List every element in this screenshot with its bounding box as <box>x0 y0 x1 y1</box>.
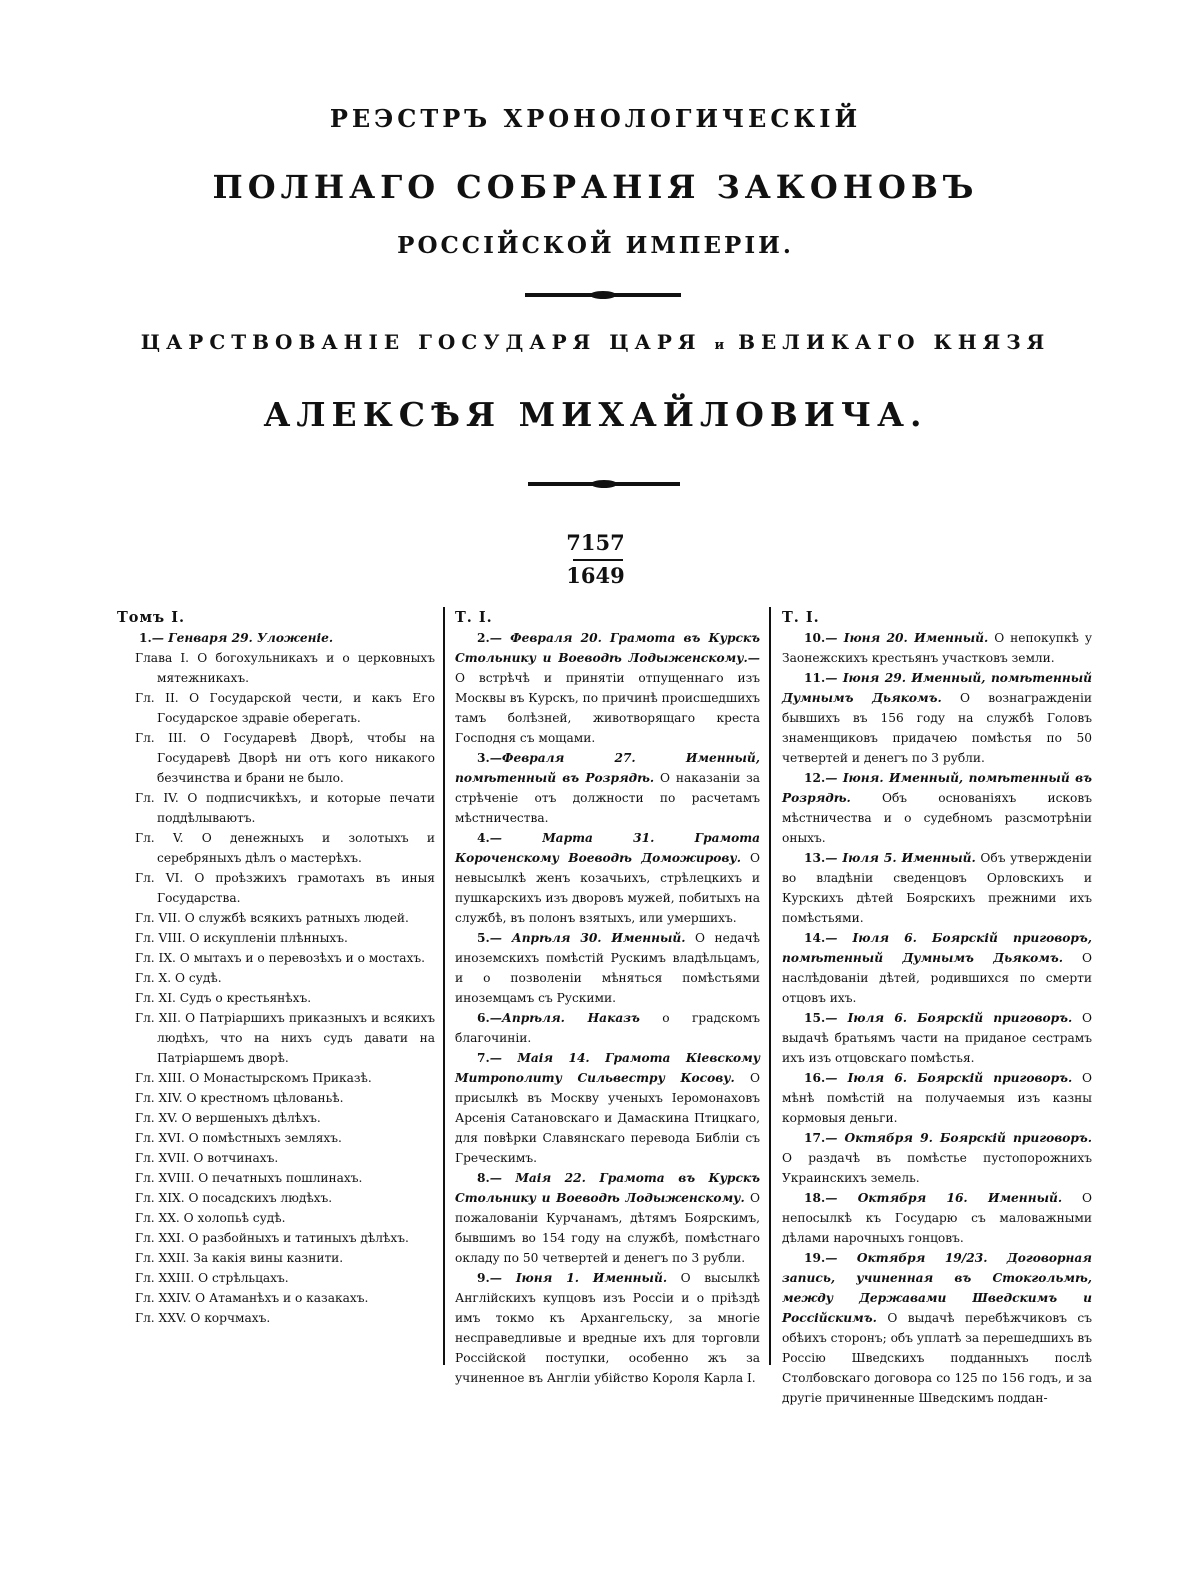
entry-title: — Октября 19/23. Договорная запись, учиненная въ Стокгольмѣ, между Державами Шведскимъ и Россійскимъ. <box>782 1251 1092 1325</box>
column-divider-2 <box>769 607 771 1365</box>
entry-title: — Марта 31. Грамота Короченскому Воеводѣ Доможирову. <box>455 831 760 865</box>
entry-19 <box>782 1248 1092 1408</box>
ornament-rule-2 <box>528 482 680 486</box>
entry-text: О недачѣ иноземскихъ помѣстій Рускимъ владѣльцамъ, и о позволеніи мѣняться помѣстьями иноземцамъ съ Рускими. <box>455 931 760 1005</box>
volume-heading-1: Томъ I. <box>117 609 186 626</box>
entry-number: 12. <box>804 771 826 785</box>
entry-number: 6. <box>477 1011 490 1025</box>
entry-title: — Іюля 6. Боярскій приговоръ. <box>825 1011 1073 1025</box>
chapter-item: Гл. X. О судѣ. <box>135 971 222 985</box>
entry-title: — Октября 16. Именный. <box>825 1191 1063 1205</box>
reign-heading-part1: ЦАРСТВОВАНІЕ ГОСУДАРЯ ЦАРЯ <box>140 330 702 354</box>
entry-text: О наслѣдованіи дѣтей, родившихся по смерти отцовъ ихъ. <box>782 951 1092 1005</box>
chapter-item: Гл. XIV. О крестномъ цѣлованьѣ. <box>135 1091 344 1105</box>
entry-text: О мѣнѣ помѣстій на получаемыя изъ казны кормовыя деньги. <box>782 1071 1092 1125</box>
entry-2 <box>455 628 760 748</box>
entry-text: О высылкѣ Англійскихъ купцовъ изъ Россіи и о пріѣздѣ имъ токмо къ Архангельску, за многіе несправедливые и вредные ихъ для торговли Россійской поступки, особенно жъ за учиненное въ Англіи убійство Короля Карла I. <box>455 1271 760 1385</box>
entry-number: 16. <box>804 1071 826 1085</box>
entry-15 <box>782 1008 1092 1068</box>
chapter-item: Гл. XV. О вершеныхъ дѣлѣхъ. <box>135 1111 321 1125</box>
reign-heading-and: и <box>714 338 726 353</box>
entry-title: — Маія 14. Грамота Кіевскому Митрополиту Сильвестру Косову. <box>455 1051 760 1085</box>
entry-8 <box>455 1168 760 1268</box>
entry-4 <box>455 828 760 928</box>
entry-number: 15. <box>804 1011 826 1025</box>
chapter-item: Гл. XIX. О посадскихъ людѣхъ. <box>135 1191 333 1205</box>
entry-5 <box>455 928 760 1008</box>
chapter-item: Гл. III. О Государевѣ Дворѣ, чтобы на Государевѣ Дворѣ ни отъ кого никакого безчинства и брани не было. <box>135 731 435 785</box>
entry-title: — Іюля 5. Именный. <box>825 851 976 865</box>
entry-number: 9. <box>477 1271 490 1285</box>
tsar-name: АЛЕКСѢЯ МИХАЙЛОВИЧА. <box>263 395 928 434</box>
column-2 <box>455 608 760 1388</box>
entry-17 <box>782 1128 1092 1188</box>
chapter-item: Гл. II. О Государской чести, и какъ Его Государское здравіе оберегать. <box>135 691 435 725</box>
entry-text: О вознагражденіи бывшихъ въ 156 году на службѣ Головъ знаменщиковъ придачею помѣстья по 50 четвертей и денегъ по 3 рубли. <box>782 691 1092 765</box>
registry-title: РЕЭСТРЪ ХРОНОЛОГИЧЕСКІЙ <box>329 104 862 133</box>
entry-title: — Іюня. Именный, помѣтенный въ Розрядѣ. <box>782 771 1092 805</box>
entry-title: —Февраля 27. Именный, помѣтенный въ Розрядѣ. <box>455 751 760 785</box>
reign-heading <box>0 330 1191 354</box>
column-3 <box>782 608 1092 1408</box>
entry-13 <box>782 848 1092 928</box>
entry-11 <box>782 668 1092 768</box>
entry-text: Объ основаніяхъ исковъ мѣстничества и о судебномъ разсмотрѣніи оныхъ. <box>782 791 1092 845</box>
entry-number: 8. <box>477 1171 490 1185</box>
entry-text: Объ утвержденіи во владѣніи сведенцовъ Орловскихъ и Курскихъ дѣтей Боярскихъ прежними ихъ помѣстьями. <box>782 851 1092 925</box>
entry-title: — Іюля 6. Боярскій приговоръ. <box>825 1071 1073 1085</box>
year-old-style: 7157 <box>566 530 625 555</box>
year-divider <box>573 559 623 561</box>
year-new-style: 1649 <box>566 563 625 588</box>
entry-number: 17. <box>804 1131 826 1145</box>
entry-title: — Іюля 6. Боярскій приговоръ, помѣтенный Думнымъ Дьякомъ. <box>782 931 1092 965</box>
chapter-item: Гл. IX. О мытахъ и о перевозѣхъ и о мостахъ. <box>135 951 425 965</box>
entry-number: 11. <box>804 671 826 685</box>
reign-heading-part2: ВЕЛИКАГО КНЯЗЯ <box>738 330 1051 354</box>
entry-text: О выдачѣ перебѣжчиковъ съ обѣихъ сторонъ; объ уплатѣ за перешедшихъ въ Россію Шведскихъ подданныхъ послѣ Столбовскаго договора со 125 по 156 годъ, и за другіе причиненные Шведскимъ поддан- <box>782 1311 1092 1405</box>
chapter-item: Гл. XVII. О вотчинахъ. <box>135 1151 279 1165</box>
entry-7 <box>455 1048 760 1168</box>
chapter-item: Гл. V. О денежныхъ и золотыхъ и серебряныхъ дѣлъ о мастерѣхъ. <box>135 831 435 865</box>
chapter-item: Гл. XXII. За какія вины казнити. <box>135 1251 344 1265</box>
chapter-item: Глава I. О богохульникахъ и о церковныхъ мятежникахъ. <box>135 651 435 685</box>
entry-title: — Іюня 1. Именный. <box>489 1271 668 1285</box>
chapter-item: Гл. VI. О проѣзжихъ грамотахъ въ иныя Государства. <box>135 871 435 905</box>
entry-number: 2. <box>477 631 490 645</box>
volume-heading-2: Т. I. <box>455 609 493 626</box>
chapter-item: Гл. XII. О Патріаршихъ приказныхъ и всякихъ людѣхъ, что на нихъ судъ давати на Патріаршемъ дворѣ. <box>135 1011 435 1065</box>
entry-text: О непокупкѣ у Заонежскихъ крестьянъ участковъ земли. <box>782 631 1092 665</box>
chapter-item: Гл. XXIII. О стрѣльцахъ. <box>135 1271 289 1285</box>
entry-title: — Февраля 20. Грамота въ Курскъ Стольнику и Воеводѣ Лодыженскому.— <box>455 631 760 665</box>
entry-6 <box>455 1008 760 1048</box>
volume-heading-3: Т. I. <box>782 609 820 626</box>
entry-16 <box>782 1068 1092 1128</box>
chapter-item: Гл. VIII. О искупленіи плѣнныхъ. <box>135 931 348 945</box>
entry-text: О встрѣчѣ и принятіи отпущеннаго изъ Москвы въ Курскъ, по причинѣ происшедшихъ тамъ болѣзней, животворящаго креста Господня съ мощами. <box>455 671 760 745</box>
entry-text: О выдачѣ братьямъ части на приданое сестрамъ ихъ изъ отцовскаго помѣстья. <box>782 1011 1092 1065</box>
entry-title: — Октября 9. Боярскій приговоръ. <box>825 1131 1092 1145</box>
entry-18 <box>782 1188 1092 1248</box>
entry-text: О наказаніи за стрѣченіе отъ должности по расчетамъ мѣстничества. <box>455 771 760 825</box>
entry-10 <box>782 628 1092 668</box>
entry-number: 3. <box>477 751 490 765</box>
chapter-item: Гл. XIII. О Монастырскомъ Приказѣ. <box>135 1071 372 1085</box>
entry-title: — Апрѣля 30. Именный. <box>489 931 686 945</box>
empire-title: РОССІЙСКОЙ ИМПЕРІИ. <box>397 232 794 259</box>
chapter-item: Гл. XI. Судъ о крестьянѣхъ. <box>135 991 312 1005</box>
chapter-item: Гл. XXIV. О Атаманѣхъ и о казакахъ. <box>135 1291 369 1305</box>
ornament-rule-1 <box>525 293 681 297</box>
chapter-item: Гл. XVI. О помѣстныхъ земляхъ. <box>135 1131 342 1145</box>
entry-text: О невысылкѣ женъ козачьихъ, стрѣлецкихъ и пушкарскихъ изъ дворовъ мужей, побитыхъ на службѣ, въ полонъ взятыхъ, или умершихъ. <box>455 851 760 925</box>
entry-text: о градскомъ благочиніи. <box>455 1011 761 1045</box>
chapter-item: Гл. IV. О подписчикѣхъ, и которые печати поддѣлываютъ. <box>135 791 435 825</box>
entry-number: 14. <box>804 931 826 945</box>
chapter-item: Гл. XXV. О корчмахъ. <box>135 1311 271 1325</box>
column-divider-1 <box>443 607 445 1365</box>
entry-text: О присылкѣ въ Москву ученыхъ Іеромонаховъ Арсенія Сатановскаго и Дамаскина Птицкаго, для повѣрки Славянскаго перевода Библіи съ Греческимъ. <box>455 1071 760 1165</box>
entry-title: — Маія 22. Грамота въ Курскъ Стольнику и Воеводѣ Лодыженскому. <box>455 1171 760 1205</box>
entry-9 <box>455 1268 760 1388</box>
column-1 <box>117 608 435 1328</box>
entry-12 <box>782 768 1092 848</box>
entry-text: О пожалованіи Курчанамъ, дѣтямъ Боярскимъ, бывшимъ во 154 году на службѣ, помѣстнаго окладу по 50 четвертей и денегъ по 3 рубли. <box>455 1191 760 1265</box>
entry-3 <box>455 748 760 828</box>
entry-number: 19. <box>804 1251 826 1265</box>
entry-title: — Генваря 29. Уложеніе. <box>151 631 334 645</box>
chapter-item: Гл. XVIII. О печатныхъ пошлинахъ. <box>135 1171 363 1185</box>
entry-14 <box>782 928 1092 1008</box>
entry-title: —Апрѣля. Наказъ <box>489 1011 640 1025</box>
entry-number: 10. <box>804 631 826 645</box>
chapter-item: Гл. XXI. О разбойныхъ и татиныхъ дѣлѣхъ. <box>135 1231 409 1245</box>
entry-number: 13. <box>804 851 826 865</box>
entry-text: О раздачѣ въ помѣстье пустопорожнихъ Украинскихъ земель. <box>782 1151 1092 1185</box>
entry-number: 7. <box>477 1051 490 1065</box>
entry-number: 5. <box>477 931 490 945</box>
collection-title: ПОЛНАГО СОБРАНІЯ ЗАКОНОВЪ <box>212 168 979 206</box>
entry-title: — Іюня 29. Именный, помѣтенный Думнымъ Дьякомъ. <box>782 671 1092 705</box>
entry-number: 4. <box>477 831 490 845</box>
entry-number: 18. <box>804 1191 826 1205</box>
chapter-item: Гл. VII. О службѣ всякихъ ратныхъ людей. <box>135 911 409 925</box>
entry-title: — Іюня 20. Именный. <box>825 631 989 645</box>
entry-1 <box>117 628 435 648</box>
chapter-item: Гл. XX. О холопьѣ судѣ. <box>135 1211 286 1225</box>
entry-number: 1. <box>139 631 152 645</box>
entry-text: О непосылкѣ къ Государю съ маловажными дѣлами нарочныхъ гонцовъ. <box>782 1191 1093 1245</box>
